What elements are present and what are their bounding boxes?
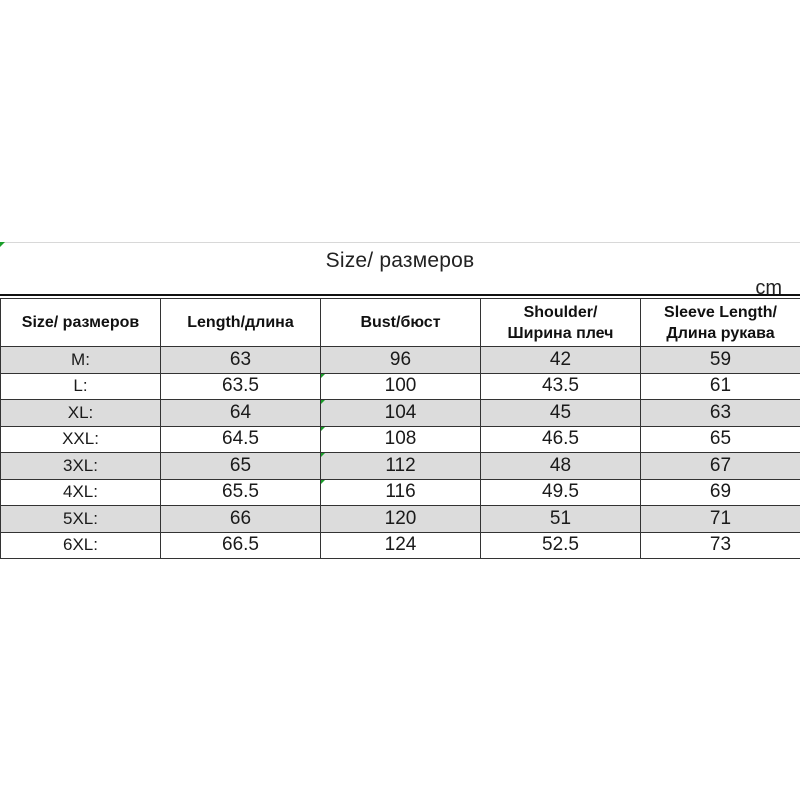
shoulder-cell: 52.5 bbox=[481, 532, 641, 559]
size-cell: M: bbox=[1, 347, 161, 374]
header-sleeve-length: Sleeve Length/ Длина рукава bbox=[641, 299, 800, 347]
bust-value: 112 bbox=[385, 454, 416, 476]
size-cell: XL: bbox=[1, 400, 161, 427]
bust-cell: 120 bbox=[321, 506, 481, 533]
cell-marker-icon bbox=[321, 374, 325, 378]
bust-cell bbox=[321, 373, 481, 400]
bust-cell bbox=[321, 426, 481, 453]
table-row bbox=[1, 426, 800, 453]
bust-cell: 96 bbox=[321, 347, 481, 374]
sleeve-cell: 71 bbox=[641, 506, 800, 533]
table-row bbox=[1, 373, 800, 400]
unit-label: cm bbox=[755, 277, 782, 299]
header-size: Size/ размеров bbox=[1, 299, 161, 347]
shoulder-cell: 51 bbox=[481, 506, 641, 533]
table-row bbox=[1, 347, 800, 374]
bust-cell bbox=[321, 453, 481, 480]
shoulder-cell: 46.5 bbox=[481, 426, 641, 453]
length-cell: 63.5 bbox=[161, 373, 321, 400]
table-row bbox=[1, 532, 800, 559]
bust-value: 104 bbox=[384, 401, 417, 423]
sleeve-cell: 69 bbox=[641, 479, 800, 506]
bust-cell bbox=[321, 400, 481, 427]
sleeve-cell: 59 bbox=[641, 347, 800, 374]
size-cell: 5XL: bbox=[1, 506, 161, 533]
table-row bbox=[1, 506, 800, 533]
sleeve-cell: 61 bbox=[641, 373, 800, 400]
length-cell: 64.5 bbox=[161, 426, 321, 453]
bust-cell bbox=[321, 479, 481, 506]
cell-marker-icon bbox=[321, 453, 325, 457]
size-cell: 6XL: bbox=[1, 532, 161, 559]
table-row bbox=[1, 479, 800, 506]
size-cell: L: bbox=[1, 373, 161, 400]
sleeve-cell: 67 bbox=[641, 453, 800, 480]
size-cell: 4XL: bbox=[1, 479, 161, 506]
bust-value: 116 bbox=[385, 481, 416, 503]
shoulder-cell: 43.5 bbox=[481, 373, 641, 400]
bust-value: 100 bbox=[384, 375, 417, 397]
header-bust: Bust/бюст bbox=[321, 299, 481, 347]
header-length: Length/длина bbox=[161, 299, 321, 347]
sleeve-cell: 63 bbox=[641, 400, 800, 427]
length-cell: 64 bbox=[161, 400, 321, 427]
shoulder-cell: 48 bbox=[481, 453, 641, 480]
length-cell: 65.5 bbox=[161, 479, 321, 506]
cell-marker-icon bbox=[321, 427, 325, 431]
cell-marker-icon bbox=[321, 400, 325, 404]
size-chart-table bbox=[0, 298, 800, 559]
cell-marker-icon bbox=[321, 480, 325, 484]
header-row bbox=[1, 299, 800, 347]
length-cell: 63 bbox=[161, 347, 321, 374]
table-row bbox=[1, 400, 800, 427]
page-title: Size/ размеров bbox=[325, 249, 475, 272]
length-cell: 66.5 bbox=[161, 532, 321, 559]
corner-marker-icon bbox=[0, 242, 5, 247]
bust-value: 108 bbox=[384, 428, 417, 450]
sleeve-cell: 65 bbox=[641, 426, 800, 453]
shoulder-cell: 49.5 bbox=[481, 479, 641, 506]
header-shoulder: Shoulder/ Ширина плеч bbox=[481, 299, 641, 347]
length-cell: 66 bbox=[161, 506, 321, 533]
size-cell: XXL: bbox=[1, 426, 161, 453]
length-cell: 65 bbox=[161, 453, 321, 480]
sleeve-cell: 73 bbox=[641, 532, 800, 559]
bust-cell: 124 bbox=[321, 532, 481, 559]
title-box bbox=[0, 242, 800, 299]
shoulder-cell: 45 bbox=[481, 400, 641, 427]
shoulder-cell: 42 bbox=[481, 347, 641, 374]
table-row bbox=[1, 453, 800, 480]
size-cell: 3XL: bbox=[1, 453, 161, 480]
